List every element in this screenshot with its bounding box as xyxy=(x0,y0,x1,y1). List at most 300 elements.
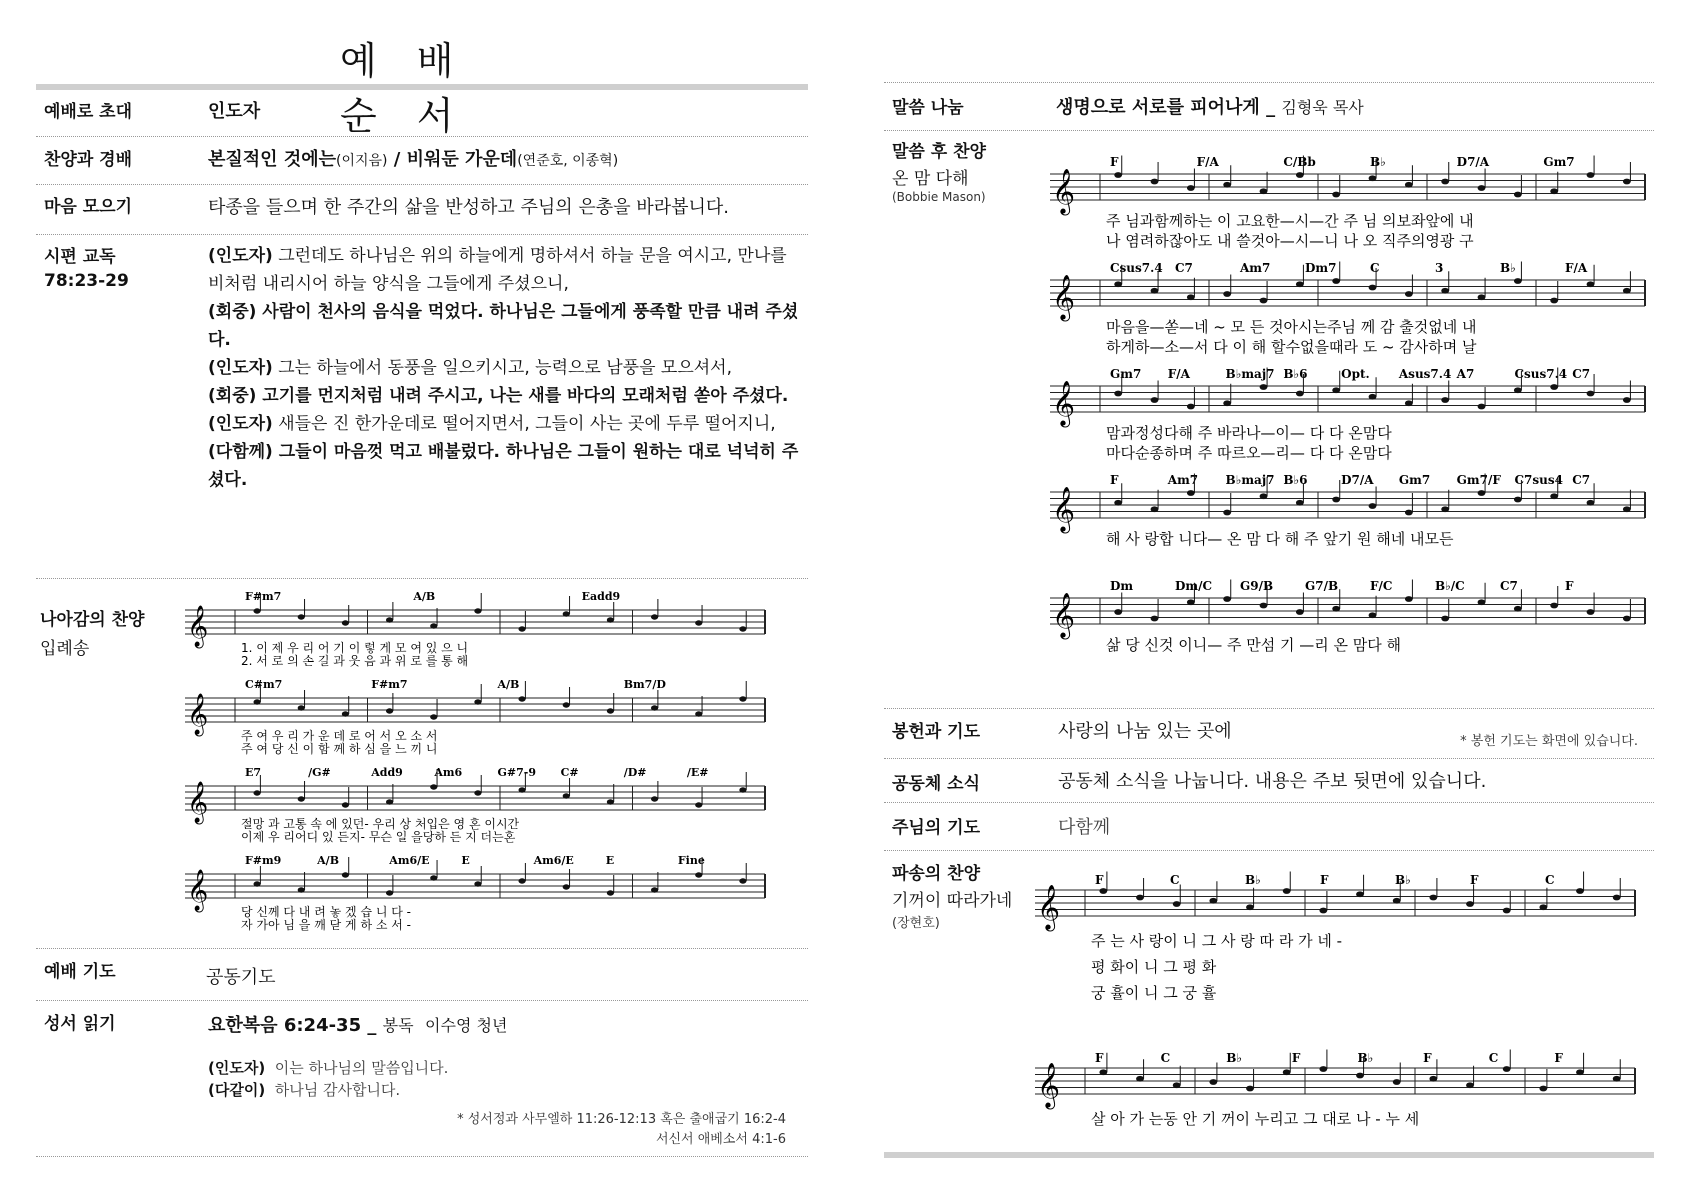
note-head xyxy=(1332,387,1340,393)
chord-label: G7/B xyxy=(1305,579,1339,593)
note-head xyxy=(1296,281,1304,287)
chord-label: Add9 xyxy=(371,766,403,779)
psalm-role: (인도자) xyxy=(208,358,273,378)
scripture-response-2 xyxy=(208,1078,400,1102)
treble-clef-icon: 𝄞 xyxy=(1052,381,1076,426)
note-head xyxy=(1114,500,1122,506)
chord-label: /D# xyxy=(623,766,647,779)
note-head xyxy=(1393,1079,1401,1085)
note-head xyxy=(1332,606,1340,612)
chord-label: B♭ xyxy=(1226,1051,1243,1065)
treble-clef-icon: 𝄞 xyxy=(1052,593,1076,638)
lyric-line: 궁 휼이 니 그 궁 휼 xyxy=(1091,984,1217,1002)
note-head xyxy=(1539,1086,1547,1092)
title-divider xyxy=(36,84,808,90)
note-head xyxy=(253,699,260,704)
note-head xyxy=(1283,888,1291,894)
processional-label: 나아감의 찬양 xyxy=(40,610,145,630)
divider xyxy=(884,802,1654,803)
psalm-role: (다함께) xyxy=(208,442,273,462)
note-head xyxy=(1114,172,1122,178)
lyric-line: 주 여 우 리 가 운 데 로 어 서 오 소 서 xyxy=(241,729,438,743)
chord-label: C7 xyxy=(1572,473,1591,487)
response-role: (인도자) xyxy=(208,1059,266,1077)
note-head xyxy=(1405,182,1413,188)
psalm-line xyxy=(208,438,808,494)
note-head xyxy=(342,872,349,877)
sermon-value xyxy=(1056,96,1364,120)
lectionary-note-1: * 성서정과 사무엘하 11:26-12:13 혹은 출애굽기 16:2-4 xyxy=(457,1112,786,1127)
note-head xyxy=(695,620,702,625)
note-head xyxy=(342,711,349,716)
chord-label: C7 xyxy=(1500,579,1518,593)
psalm-line xyxy=(208,382,808,410)
treble-clef-icon: 𝄞 xyxy=(187,694,209,735)
note-head xyxy=(1223,182,1231,188)
note-head xyxy=(1223,400,1231,406)
chord-label: G#7-9 xyxy=(497,766,536,779)
note-head xyxy=(298,705,305,710)
note-head xyxy=(1099,1069,1107,1075)
note-head xyxy=(1514,497,1522,503)
chord-label: /E# xyxy=(686,766,709,779)
chord-label: D7/A xyxy=(1456,155,1490,169)
chord-label: F/A xyxy=(1565,261,1588,275)
note-head xyxy=(518,696,525,701)
note-head xyxy=(1151,179,1159,185)
scripture-reader: 이수영 청년 xyxy=(425,1016,508,1035)
chord-label: Dm7 xyxy=(1305,261,1337,275)
chord-label: C#m7 xyxy=(245,678,283,691)
chord-label: F xyxy=(1110,473,1119,487)
note-head xyxy=(651,796,658,801)
chord-label: Gm7 xyxy=(1110,367,1142,381)
sermon-title: 생명으로 서로를 피어나게 xyxy=(1056,97,1260,118)
scripture-label: 성서 읽기 xyxy=(44,1014,116,1034)
gathering-label: 마음 모으기 xyxy=(44,197,133,217)
note-head xyxy=(1319,1066,1327,1072)
chord-label: B♭ xyxy=(1245,873,1261,887)
lyric-line: 1. 이 제 우 리 어 기 이 렇 게 모 여 있 으 니 xyxy=(241,641,469,655)
note-head xyxy=(1550,188,1558,194)
note-head xyxy=(342,620,349,625)
note-head xyxy=(1550,603,1558,609)
note-head xyxy=(1332,497,1340,503)
note-head xyxy=(1478,490,1486,496)
lyric-line: 주 여 당 신 이 함 께 하 심 을 느 끼 니 xyxy=(241,742,438,756)
chord-label: Opt. xyxy=(1341,367,1370,381)
lyric-line: 주 님과함께하는 이 고요한—시—간 주 님 의보좌앞에 내 xyxy=(1106,212,1474,230)
chord-label: Asus7.4 xyxy=(1398,367,1452,381)
note-head xyxy=(386,890,393,895)
praise-song1-by: (이지음) xyxy=(335,153,388,169)
note-head xyxy=(1514,606,1522,612)
post-sermon-label: 말씀 후 찬양 xyxy=(892,142,986,162)
chord-label: E7 xyxy=(245,766,262,779)
note-head xyxy=(1514,278,1522,284)
note-head xyxy=(474,881,481,886)
chord-label: F xyxy=(1095,1051,1104,1065)
note-head xyxy=(1478,294,1486,300)
treble-clef-icon: 𝄞 xyxy=(1037,1063,1061,1108)
note-head xyxy=(1623,179,1631,185)
chord-label: F xyxy=(1110,155,1119,169)
note-head xyxy=(1356,1073,1364,1079)
lords-prayer-label: 주님의 기도 xyxy=(892,818,981,838)
note-head xyxy=(1405,596,1413,602)
chord-label: Csus7.4 xyxy=(1110,261,1163,275)
note-head xyxy=(1587,172,1595,178)
chord-label: 3 xyxy=(1435,261,1444,275)
note-head xyxy=(1587,281,1595,287)
note-head xyxy=(1209,898,1217,904)
note-head xyxy=(1466,901,1474,907)
note-head xyxy=(1369,394,1377,400)
gathering-value: 타종을 들으며 한 주간의 삶을 반성하고 주님의 은총을 바라봅니다. xyxy=(208,197,729,218)
psalm-text: 그런데도 하나님은 위의 하늘에게 명하셔서 하늘 문을 여시고, 만나를 비처럼 내리시어 하늘 양식을 그들에게 주셨으니, xyxy=(208,246,787,294)
note-head xyxy=(518,787,525,792)
treble-clef-icon: 𝄞 xyxy=(1052,487,1076,532)
sending-composer: (장현호) xyxy=(892,916,940,931)
chord-label: Gm7 xyxy=(1398,473,1431,487)
scripture-response-1 xyxy=(208,1056,448,1080)
page-title: 예 배 순 서 xyxy=(340,39,468,138)
divider xyxy=(36,578,808,579)
note-head xyxy=(1478,599,1486,605)
note-head xyxy=(1405,291,1413,297)
note-head xyxy=(1503,1066,1511,1072)
note-head xyxy=(1550,493,1558,499)
note-head xyxy=(1587,609,1595,615)
divider xyxy=(36,234,808,235)
chord-label: Dm/C xyxy=(1175,579,1213,593)
note-head xyxy=(1587,391,1595,397)
lyric-line: 살 아 가 는동 안 기 꺼이 누리고 그 대로 나 - 누 세 xyxy=(1091,1110,1420,1128)
note-head xyxy=(651,614,658,619)
psalm-role: (회중) xyxy=(208,386,257,406)
chord-label: Am6 xyxy=(434,766,463,779)
chord-label: F/C xyxy=(1370,579,1393,593)
treble-clef-icon: 𝄞 xyxy=(187,606,209,647)
treble-clef-icon: 𝄞 xyxy=(1037,885,1061,930)
chord-label: E xyxy=(461,854,470,867)
divider xyxy=(884,758,1654,759)
scripture-reader-role: 봉독 xyxy=(382,1016,414,1035)
praise-value xyxy=(208,148,618,173)
treble-clef-icon: 𝄞 xyxy=(187,870,209,911)
chord-label: Am7 xyxy=(1240,261,1271,275)
response-text: 이는 하나님의 말씀입니다. xyxy=(274,1059,449,1077)
chord-label: B♭6 xyxy=(1283,473,1308,487)
divider xyxy=(36,1156,808,1157)
note-head xyxy=(253,608,260,613)
note-head xyxy=(1466,1082,1474,1088)
offering-label: 봉헌과 기도 xyxy=(892,722,981,742)
note-head xyxy=(253,881,260,886)
chord-label: F xyxy=(1320,873,1329,887)
praise-label: 찬양과 경배 xyxy=(44,150,133,170)
chord-label: B♭maj7 xyxy=(1225,473,1275,487)
lyric-line: 이제 우 리어디 있 든지- 무슨 일 을당하 든 지 더는혼 xyxy=(241,830,516,844)
note-head xyxy=(1246,1086,1254,1092)
note-head xyxy=(695,872,702,877)
chord-label: G9/B xyxy=(1240,579,1274,593)
chord-label: C# xyxy=(560,766,579,779)
note-head xyxy=(430,784,437,789)
chord-label: Gm7/F xyxy=(1456,473,1501,487)
note-head xyxy=(607,890,614,895)
lyric-line: 주 는 사 랑이 니 그 사 랑 따 라 가 네 - xyxy=(1091,932,1343,950)
note-head xyxy=(1223,291,1231,297)
chord-label: C7 xyxy=(1572,367,1591,381)
note-head xyxy=(1114,609,1122,615)
note-head xyxy=(563,793,570,798)
invitation-label: 예배로 초대 xyxy=(44,102,133,122)
prayer-value: 공동기도 xyxy=(206,967,276,988)
note-head xyxy=(1319,908,1327,914)
chord-label: E xyxy=(605,854,615,867)
chord-label: F xyxy=(1565,579,1574,593)
chord-label: Gm7 xyxy=(1543,155,1575,169)
psalm-line xyxy=(208,298,808,354)
chord-label: /G# xyxy=(308,766,331,779)
chord-label: F/A xyxy=(1167,367,1190,381)
chord-label: F#m9 xyxy=(245,854,282,867)
psalm-role: (인도자) xyxy=(208,414,273,434)
note-head xyxy=(1478,404,1486,410)
note-head xyxy=(1332,278,1340,284)
chord-label: Am6/E xyxy=(389,854,430,867)
note-head xyxy=(1283,1069,1291,1075)
note-head xyxy=(298,887,305,892)
chord-label: F#m7 xyxy=(371,678,408,691)
note-head xyxy=(1539,904,1547,910)
note-head xyxy=(1514,192,1522,198)
chord-label: Am6/E xyxy=(533,854,574,867)
note-head xyxy=(1623,616,1631,622)
chord-label: F xyxy=(1554,1051,1563,1065)
chord-label: C xyxy=(1545,873,1555,887)
chord-label: B♭ xyxy=(1370,155,1386,169)
psalm-line xyxy=(208,242,808,298)
sermon-preacher: 김형욱 목사 xyxy=(1281,98,1364,117)
note-head xyxy=(518,626,525,631)
praise-sep: / xyxy=(387,149,407,170)
divider xyxy=(36,948,808,949)
psalm-ref: 78:23-29 xyxy=(44,271,129,291)
note-head xyxy=(298,614,305,619)
chord-label: A/B xyxy=(413,590,436,603)
lyric-line: 해 사 랑합 니다— 온 맘 다 해 주 앞기 원 해네 내모든 xyxy=(1106,530,1454,548)
chord-label: Csus7.4 xyxy=(1514,367,1568,381)
chord-label: B♭maj7 xyxy=(1225,367,1275,381)
chord-label: C xyxy=(1370,261,1380,275)
note-head xyxy=(474,699,481,704)
chord-label: Fine xyxy=(677,854,705,867)
note-head xyxy=(1441,179,1449,185)
note-head xyxy=(1296,391,1304,397)
note-head xyxy=(518,878,525,883)
lords-prayer-value: 다함께 xyxy=(1058,817,1111,838)
note-head xyxy=(739,696,746,701)
lyric-line: 마다순종하며 주 따르오—리— 다 다 온맘다 xyxy=(1106,444,1392,462)
note-head xyxy=(474,608,481,613)
note-head xyxy=(1576,888,1584,894)
note-head xyxy=(1296,609,1304,615)
divider xyxy=(36,184,808,185)
note-head xyxy=(1623,288,1631,294)
chord-label: B♭ xyxy=(1357,1051,1374,1065)
note-head xyxy=(1393,898,1401,904)
note-head xyxy=(1260,384,1268,390)
treble-clef-icon: 𝄞 xyxy=(187,782,209,823)
note-head xyxy=(1099,888,1107,894)
psalm-role: (인도자) xyxy=(208,246,273,266)
note-head xyxy=(1260,603,1268,609)
note-head xyxy=(298,796,305,801)
processional-sub: 입례송 xyxy=(40,639,90,659)
chord-label: Dm xyxy=(1110,579,1134,593)
note-head xyxy=(695,711,702,716)
note-head xyxy=(1209,1079,1217,1085)
chord-label: A/B xyxy=(317,854,340,867)
note-head xyxy=(1246,904,1254,910)
psalm-line xyxy=(208,354,808,382)
note-head xyxy=(1187,404,1195,410)
note-head xyxy=(1187,599,1195,605)
note-head xyxy=(1405,400,1413,406)
note-head xyxy=(1576,1069,1584,1075)
chord-label: A7 xyxy=(1456,367,1475,381)
note-head xyxy=(1114,281,1122,287)
praise-song2-by: (연준호, 이종혁) xyxy=(517,153,619,169)
lyric-line: 평 화이 니 그 평 화 xyxy=(1091,958,1217,976)
bottom-divider xyxy=(884,1152,1654,1158)
note-head xyxy=(1429,895,1437,901)
sermon-label: 말씀 나눔 xyxy=(892,98,964,118)
note-head xyxy=(563,702,570,707)
invitation-value: 인도자 xyxy=(208,101,261,122)
note-head xyxy=(739,626,746,631)
note-head xyxy=(1260,188,1268,194)
lyric-line: 삶 당 신것 이니— 주 만섬 기 —리 온 맘다 해 xyxy=(1106,636,1402,654)
treble-clef-icon: 𝄞 xyxy=(1052,169,1076,214)
divider xyxy=(884,130,1654,131)
chord-label: A/B xyxy=(497,678,520,691)
psalm-text: 고기를 먼지처럼 내려 주시고, 나는 새를 바다의 모래처럼 쏟아 주셨다. xyxy=(256,386,789,406)
chord-label: C xyxy=(1160,1051,1171,1065)
note-head xyxy=(607,617,614,622)
psalm-text: 새들은 진 한가운데로 떨어지면서, 그들이 사는 곳에 두루 떨어지니, xyxy=(272,414,776,434)
chord-label: Am7 xyxy=(1167,473,1199,487)
news-label: 공동체 소식 xyxy=(892,774,981,794)
note-head xyxy=(1187,185,1195,191)
note-head xyxy=(1369,175,1377,181)
sending-song: 기꺼이 따라가네 xyxy=(892,891,1013,911)
post-sermon-composer: (Bobbie Mason) xyxy=(892,190,986,204)
lyric-line: 하게하—소—서 다 이 해 할수없을때라 도 ~ 감사하며 날 xyxy=(1106,338,1477,356)
note-head xyxy=(1514,387,1522,393)
praise-song2: 비워둔 가운데 xyxy=(406,149,518,170)
psalm-label: 시편 교독 xyxy=(44,247,116,267)
note-head xyxy=(739,787,746,792)
note-head xyxy=(1151,616,1159,622)
lectionary-note-2: 서신서 애베소서 4:1-6 xyxy=(655,1132,786,1147)
chord-label: C xyxy=(1488,1051,1499,1065)
note-head xyxy=(1478,185,1486,191)
note-head xyxy=(1114,391,1122,397)
note-head xyxy=(1613,895,1621,901)
chord-label: F/A xyxy=(1196,155,1219,169)
divider xyxy=(36,136,808,137)
news-value: 공동체 소식을 나눕니다. 내용은 주보 뒷면에 있습니다. xyxy=(1058,771,1487,792)
note-head xyxy=(651,705,658,710)
lyric-line: 당 신께 다 내 려 놓 겠 습 니 다 - xyxy=(241,905,411,919)
note-head xyxy=(1441,506,1449,512)
chord-label: B♭6 xyxy=(1283,367,1308,381)
scripture-sep: _ xyxy=(361,1015,383,1036)
note-head xyxy=(607,799,614,804)
note-head xyxy=(1441,397,1449,403)
note-head xyxy=(1441,288,1449,294)
note-head xyxy=(739,878,746,883)
sending-label: 파송의 찬양 xyxy=(892,864,981,884)
praise-song1: 본질적인 것에는 xyxy=(208,149,336,170)
chord-label: F xyxy=(1095,873,1104,887)
note-head xyxy=(1613,1076,1621,1082)
note-head xyxy=(563,611,570,616)
chord-label: C xyxy=(1170,873,1180,887)
note-head xyxy=(1173,901,1181,907)
note-head xyxy=(474,790,481,795)
psalm-role: (회중) xyxy=(208,302,257,322)
note-head xyxy=(695,802,702,807)
chord-label: C7sus4 xyxy=(1514,473,1563,487)
sending-score xyxy=(1035,862,1640,1142)
note-head xyxy=(386,708,393,713)
psalm-line xyxy=(208,410,808,438)
note-head xyxy=(1369,612,1377,618)
lyric-line: 자 가아 님 을 깨 닫 게 하 소 서 - xyxy=(241,918,411,932)
chord-label: F xyxy=(1423,1051,1432,1065)
prayer-label: 예배 기도 xyxy=(44,962,116,982)
note-head xyxy=(1223,510,1231,516)
note-head xyxy=(1296,172,1304,178)
note-head xyxy=(1550,384,1558,390)
response-role: (다같이) xyxy=(208,1081,266,1099)
note-head xyxy=(1223,596,1231,602)
note-head xyxy=(1260,493,1268,499)
note-head xyxy=(253,790,260,795)
lyric-line: 맘과정성다해 주 바라나—이— 다 다 온맘다 xyxy=(1106,424,1392,442)
note-head xyxy=(430,714,437,719)
chord-label: Bm7/D xyxy=(623,678,666,691)
note-head xyxy=(1550,298,1558,304)
note-head xyxy=(651,887,658,892)
note-head xyxy=(1151,397,1159,403)
divider xyxy=(36,1000,808,1001)
note-head xyxy=(1136,895,1144,901)
note-head xyxy=(1260,298,1268,304)
note-head xyxy=(607,708,614,713)
note-head xyxy=(1151,288,1159,294)
lyric-line: 마음을—쏟—네 ~ 모 든 것아시는주님 께 감 출것없네 내 xyxy=(1106,318,1477,336)
chord-label: D7/A xyxy=(1341,473,1374,487)
divider xyxy=(884,708,1654,709)
note-head xyxy=(1332,192,1340,198)
offering-value: 사랑의 나눔 있는 곳에 xyxy=(1058,721,1232,742)
scripture-value xyxy=(208,1014,507,1038)
